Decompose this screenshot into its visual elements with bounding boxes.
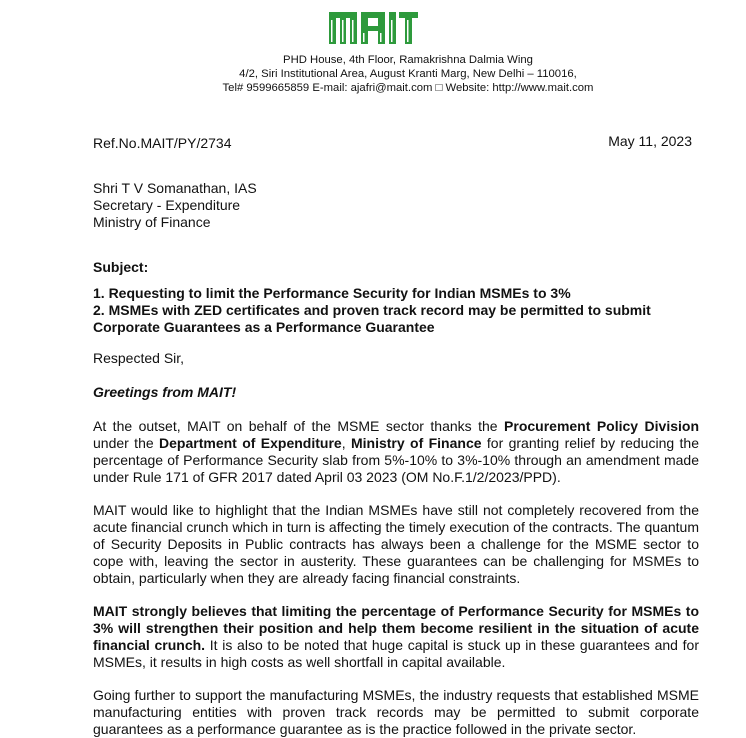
paragraph-2: MAIT would like to highlight that the Indian MSMEs have still not completely recovered from the acute financial crunch which in turn is affecting the timely execution of the contracts. The quantum of Security Deposits in Public contracts has always been a challenge for the MSME sector to cope with, leaving the sector in austerity. These guarantees can be challenging for MSMEs to obtain, particularly when they are already facing financial constraints. (93, 502, 699, 586)
paragraph-3 (93, 603, 699, 671)
paragraph-4: Going further to support the manufacturing MSMEs, the industry requests that established MSME manufacturing entities with proven track records may be permitted to submit corporate guarantees as a performance guarantee as is the practice followed in the private sector. (93, 687, 699, 737)
recipient-block (93, 180, 257, 231)
p3-bold: MAIT strongly believes that limiting the percentage of Performance Security for MSMEs to 3% will strengthen their position and help them become resilient in the situation of acute financial crunch. (93, 603, 699, 653)
p1-bold-2: Department of Expenditure (159, 435, 342, 451)
address-line-2: 4/2, Siri Institutional Area, August Kranti Marg, New Delhi – 110016, (239, 68, 577, 80)
mait-logo (0, 8, 746, 53)
letterhead-address (0, 53, 746, 95)
p1-text-2: under the (93, 435, 160, 451)
p1-text-3: , (341, 435, 351, 451)
mait-logo-mark (327, 8, 419, 48)
subject-item-2: 2. MSMEs with ZED certificates and proven track record may be permitted to submit Corporate Guarantees as a Performance Guarantee (93, 302, 651, 335)
subject-label: Subject: (93, 259, 149, 275)
reference-number: Ref.No.MAIT/PY/2734 (93, 135, 232, 151)
subject-items (93, 285, 699, 336)
address-line-1: PHD House, 4th Floor, Ramakrishna Dalmia Wing (283, 54, 533, 66)
p1-bold-3: Ministry of Finance (350, 435, 482, 451)
p1-bold-1: Procurement Policy Division (504, 418, 699, 434)
greeting: Greetings from MAIT! (93, 384, 237, 400)
salutation: Respected Sir, (93, 350, 185, 366)
p3-text: It is also to be noted that huge capital is stuck up in these guarantees and for MSMEs, it results in high costs as well shortfall in capital available. (93, 637, 699, 670)
recipient-name: Shri T V Somanathan, IAS (93, 180, 257, 196)
letter-date: May 11, 2023 (608, 133, 692, 149)
recipient-designation: Secretary - Expenditure (93, 197, 241, 213)
p1-text-4: for granting relief by reducing the percentage of Performance Security slab from 5%-10% to 3%-10% through an amendment made under Rule 171 of GFR 2017 dated April 03 2023 (OM No.F.1/2/2023/PPD). (93, 435, 699, 485)
address-line-3: Tel# 9599665859 E-mail: ajafri@mait.com □ Website: http://www.mait.com (222, 82, 594, 94)
subject-item-1: 1. Requesting to limit the Performance Security for Indian MSMEs to 3% (93, 285, 571, 301)
p1-text-1: At the outset, MAIT on behalf of the MSME sector thanks the (93, 418, 505, 434)
paragraph-1 (93, 418, 699, 486)
recipient-ministry: Ministry of Finance (93, 214, 211, 230)
